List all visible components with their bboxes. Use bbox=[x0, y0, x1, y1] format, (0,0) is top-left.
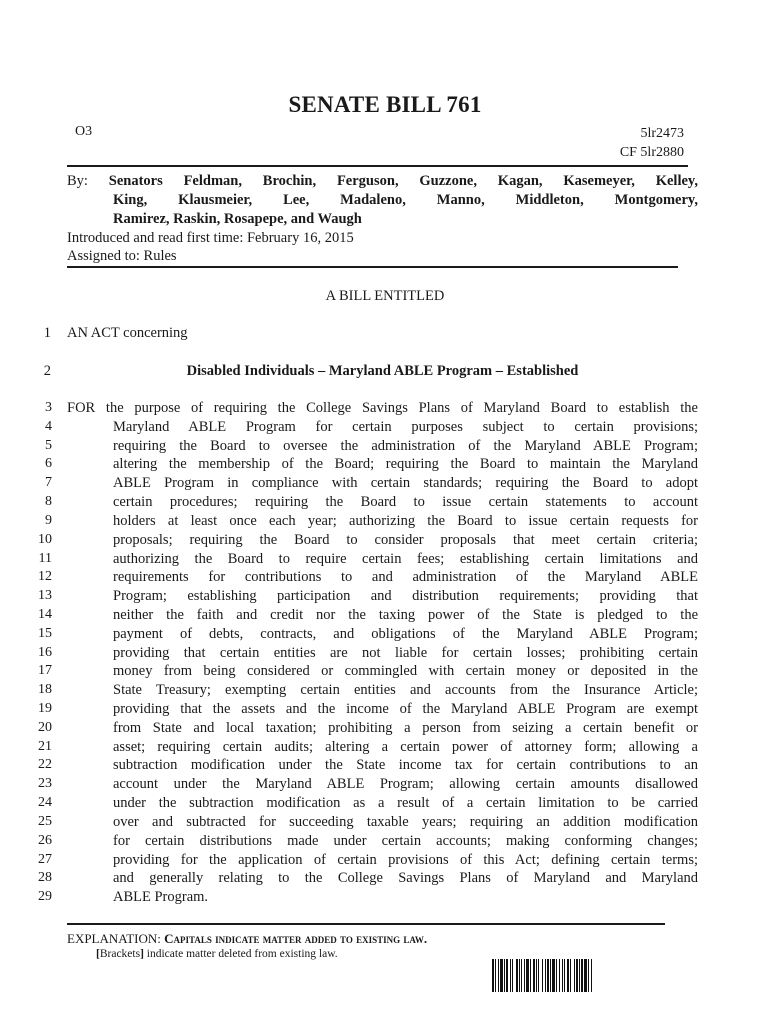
line-number: 14 bbox=[38, 606, 52, 622]
bill-number-crossfile: CF 5lr2880 bbox=[619, 145, 684, 160]
bill-number-primary: 5lr2473 bbox=[640, 126, 684, 141]
purpose-line: providing that the assets and the income of the Maryland ABLE Program are exempt bbox=[113, 701, 698, 717]
purpose-line: certain procedures; requiring the Board to issue certain statements to account bbox=[113, 494, 698, 511]
act-concerning: AN ACT concerning bbox=[67, 325, 188, 341]
line-number: 7 bbox=[45, 475, 52, 491]
purpose-line: from State and local taxation; prohibiting a person from seizing a certain benefit or bbox=[113, 719, 698, 736]
line-number: 18 bbox=[38, 682, 52, 698]
line-number: 23 bbox=[38, 776, 52, 792]
line-number: 19 bbox=[38, 701, 52, 716]
line-number: 20 bbox=[38, 719, 52, 735]
sponsors-rule bbox=[67, 266, 678, 268]
bill-numbers bbox=[620, 124, 684, 162]
purpose-line: subtraction modification under the State income tax for certain contributions to an bbox=[113, 757, 698, 774]
sponsor-line: Ramirez, Raskin, Rosapepe, and Waugh bbox=[113, 211, 362, 227]
explanation-note bbox=[67, 931, 427, 947]
line-number: 5 bbox=[45, 437, 52, 453]
purpose-line: providing that certain entities are not liable for certain losses; prohibiting certain bbox=[113, 644, 698, 661]
purpose-line: altering the membership of the Board; requiring the Board to maintain the Maryland bbox=[113, 456, 698, 473]
purpose-line: neither the faith and credit nor the taxing power of the State is pledged to the bbox=[113, 606, 698, 623]
committee-assignment: Assigned to: Rules bbox=[67, 248, 177, 264]
purpose-line: proposals; requiring the Board to consider proposals that meet certain criteria; bbox=[113, 531, 698, 548]
sponsor-names: Senators Feldman, Brochin, Ferguson, Guzzone, Kagan, Kasemeyer, Kelley, bbox=[108, 173, 698, 189]
line-number: 16 bbox=[38, 644, 52, 660]
line-number: 8 bbox=[45, 494, 52, 510]
line-number: 1 bbox=[43, 325, 51, 341]
line-number: 15 bbox=[38, 625, 52, 641]
line-number: 27 bbox=[38, 851, 52, 867]
line-number: 4 bbox=[45, 418, 52, 434]
by-label: By: bbox=[67, 173, 88, 189]
sponsors-block bbox=[67, 172, 698, 229]
purpose-line: account under the Maryland ABLE Program; allowing certain amounts disallowed bbox=[113, 776, 698, 793]
purpose-line: for certain distributions made under certain accounts; making conforming changes; bbox=[113, 832, 698, 849]
purpose-line: asset; requiring certain audits; altering a certain power of attorney form; allowing a bbox=[113, 738, 698, 755]
explanation-caps: Capitals indicate matter added to existing law. bbox=[164, 931, 428, 946]
line-number: 28 bbox=[38, 870, 52, 886]
purpose-line: ABLE Program in compliance with certain standards; requiring the Board to adopt bbox=[113, 475, 698, 492]
purpose-line: requiring the Board to oversee the administration of the Maryland ABLE Program; bbox=[113, 437, 698, 454]
purpose-line: State Treasury; exempting certain entities and accounts from the Insurance Article; bbox=[113, 682, 698, 699]
purpose-line: Program; establishing participation and distribution requirements; providing that bbox=[113, 588, 698, 605]
bill-heading: Disabled Individuals – Maryland ABLE Program – Established bbox=[186, 363, 579, 379]
sponsor-line bbox=[67, 172, 698, 191]
explanation-label: EXPLANATION: bbox=[67, 931, 161, 946]
purpose-line: requirements for contributions to and administration of the Maryland ABLE bbox=[113, 569, 698, 586]
line-number: 26 bbox=[38, 832, 52, 848]
line-number: 11 bbox=[38, 550, 52, 566]
line-number: 9 bbox=[45, 512, 52, 528]
purpose-line: and generally relating to the College Savings Plans of Maryland and Maryland bbox=[113, 870, 698, 887]
line-number: 6 bbox=[45, 456, 52, 472]
line-number: 21 bbox=[38, 738, 52, 754]
purpose-line: authorizing the Board to require certain fees; establishing certain limitations and bbox=[113, 550, 698, 567]
purpose-line: FOR the purpose of requiring the College Savings Plans of Maryland Board to establish the bbox=[67, 400, 698, 416]
bill-entitled: A BILL ENTITLED bbox=[325, 288, 445, 304]
brackets-text: indicate matter deleted from existing law. bbox=[143, 948, 338, 960]
header-rule bbox=[67, 165, 688, 167]
line-number: 22 bbox=[38, 757, 52, 773]
barcode-image bbox=[492, 959, 680, 992]
purpose-line: providing for the application of certain provisions of this Act; defining certain terms; bbox=[113, 851, 698, 868]
brackets-word: Brackets bbox=[99, 948, 141, 960]
purpose-line: under the subtraction modification as a result of a certain limitation to be carried bbox=[113, 795, 698, 812]
purpose-line: holders at least once each year; authorizing the Board to issue certain requests for bbox=[113, 512, 698, 529]
purpose-line: Maryland ABLE Program for certain purposes subject to certain provisions; bbox=[113, 418, 698, 435]
line-number: 17 bbox=[38, 663, 52, 679]
purpose-line: ABLE Program. bbox=[113, 889, 209, 906]
purpose-line-numbers bbox=[20, 399, 52, 907]
sponsor-line: King, Klausmeier, Lee, Madaleno, Manno, Middleton, Montgomery, bbox=[113, 192, 698, 208]
document-code: O3 bbox=[75, 124, 93, 139]
line-number: 24 bbox=[38, 795, 52, 811]
line-number: 29 bbox=[38, 889, 52, 905]
purpose-line: over and subtracted for succeeding taxable years; requiring an addition modification bbox=[113, 813, 698, 830]
purpose-line: payment of debts, contracts, and obligations of the Maryland ABLE Program; bbox=[113, 625, 698, 642]
bracket-close: ] bbox=[140, 948, 144, 960]
bill-meta bbox=[67, 229, 354, 265]
line-number: 10 bbox=[38, 531, 52, 547]
introduced-date: Introduced and read first time: February 16, 2015 bbox=[67, 230, 354, 246]
purpose-paragraph bbox=[67, 399, 698, 907]
purpose-line: money from being considered or commingled with certain money or deposited in the bbox=[113, 663, 698, 680]
barcode-bar bbox=[592, 959, 593, 992]
brackets-note bbox=[96, 948, 338, 960]
line-number: 3 bbox=[45, 400, 52, 415]
line-number: 13 bbox=[38, 588, 52, 604]
bill-title: SENATE BILL 761 bbox=[288, 92, 482, 117]
bracket-open: [ bbox=[96, 948, 100, 960]
line-number: 12 bbox=[38, 569, 52, 585]
footer-rule bbox=[67, 923, 665, 925]
line-number: 2 bbox=[43, 363, 51, 379]
line-number: 25 bbox=[38, 813, 52, 829]
